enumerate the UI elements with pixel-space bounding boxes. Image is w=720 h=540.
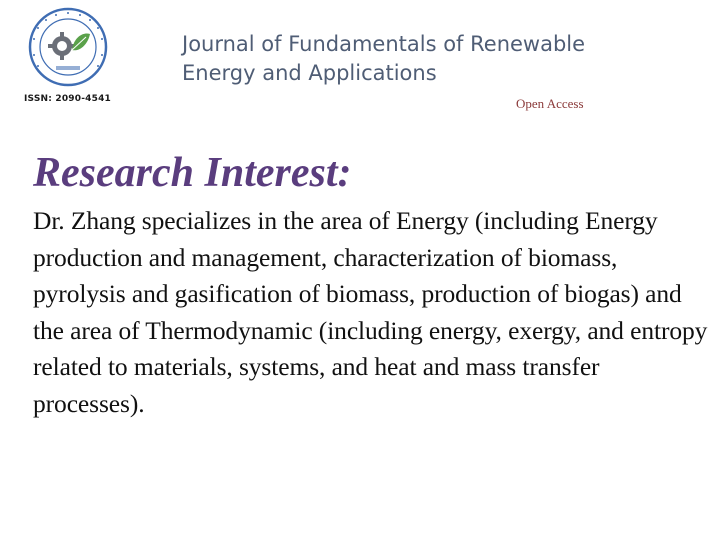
issn-label: ISSN: 2090-4541 <box>24 94 112 104</box>
journal-logo-icon <box>22 6 114 88</box>
journal-header <box>0 0 720 130</box>
section-title: Research Interest: <box>33 150 352 196</box>
open-access-label: Open Access <box>516 96 584 111</box>
journal-title: Journal of Fundamentals of Renewable Energy and Applications <box>182 32 586 85</box>
research-interest-text: Dr. Zhang specializes in the area of Energy (including Energy production and management, characterization of biomass, pyrolysis and gasification of biomass, production of biogas) and the area of Thermodynamic (including energy, exergy, and entropy related to materials, systems, and heat and mass transfer processes). <box>33 206 708 418</box>
